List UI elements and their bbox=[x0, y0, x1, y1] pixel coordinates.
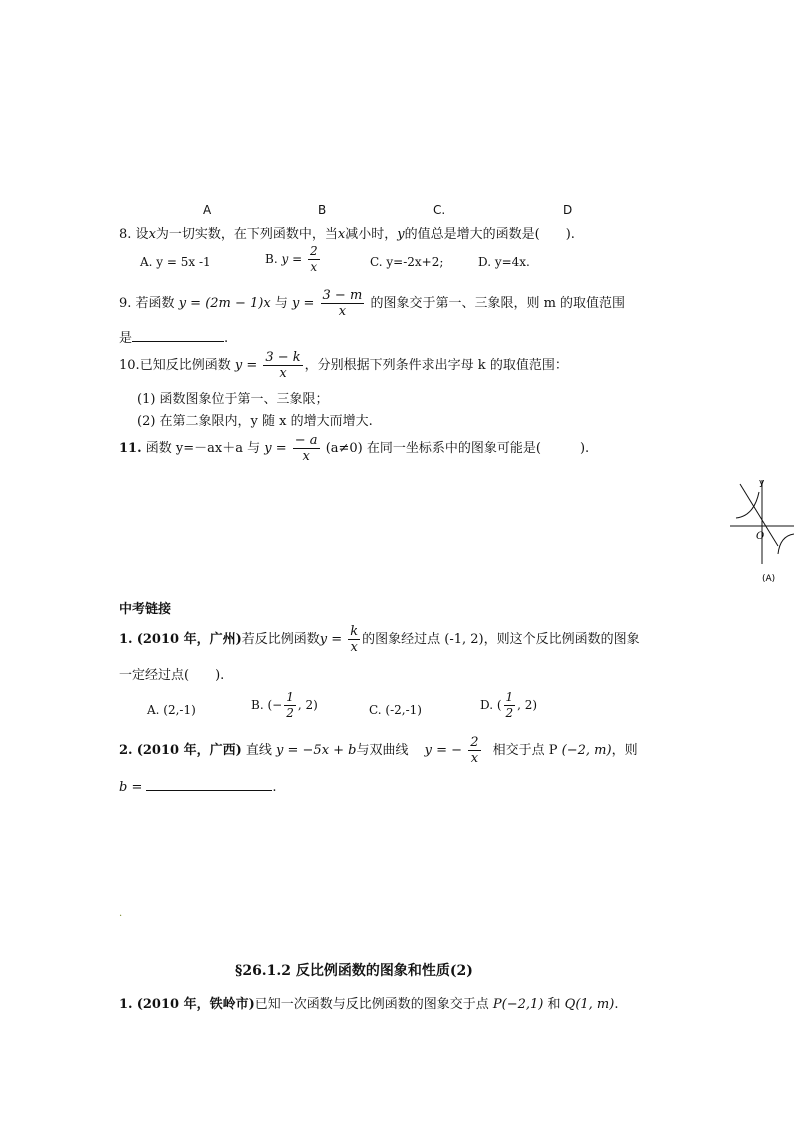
question-number: 10. bbox=[119, 358, 140, 373]
zhongkao-q1-option-a: A. (2,-1) bbox=[147, 703, 196, 717]
q10-sub-1: (1) 函数图象位于第一、三象限； bbox=[137, 392, 329, 407]
zhongkao-q1-line-2: 一定经过点( ). bbox=[119, 668, 225, 683]
question-9: 9. 若函数 y = (2m − 1)x 与 y = $\frac{3 - m}{x}$ 的图象交于第一、三象限，则 m 的取值范围 bbox=[119, 288, 626, 319]
fraction: $\frac{k}{x}$ bbox=[350, 624, 359, 655]
question-number: 11. bbox=[119, 441, 142, 456]
section-title: §26.1.2 反比例函数的图象和性质(2) bbox=[235, 963, 473, 979]
question-11: 11. 函数 y=－ax＋a 与 y = $\frac{- a}{x}$ (a≠0) 在同一坐标系中的图象可能是( ). bbox=[119, 433, 590, 464]
fraction: $\frac{3 - k}{x}$ bbox=[265, 350, 301, 381]
question-10: 10.已知反比例函数 y = $\frac{3 - k}{x}$ ，分别根据下列条件求出字母 k 的取值范围： bbox=[119, 350, 568, 381]
fraction: $\frac{- a}{x}$ bbox=[294, 433, 318, 464]
dot-mark: . bbox=[119, 908, 123, 919]
choice-label-a: A bbox=[203, 203, 212, 217]
zhongkao-q1-option-d: D. ( $\frac{1}{2}$ , 2) bbox=[480, 690, 538, 720]
question-8: 8. 设x为一切实数，在下列函数中，当x减小时，y的值总是增大的函数是( ). bbox=[119, 227, 575, 242]
graph-a bbox=[728, 474, 794, 586]
graph-caption: (A) bbox=[762, 574, 776, 584]
fraction: $\frac{1}{2}$ bbox=[286, 690, 294, 720]
q9-answer-line: 是 . bbox=[119, 331, 229, 346]
section-question-1: 1. (2010 年，铁岭市)已知一次函数与反比例函数的图象交于点 P(−2,1) 和 Q(1, m). bbox=[119, 997, 619, 1012]
y-axis-label: y bbox=[759, 478, 765, 488]
choice-label-b: B bbox=[318, 203, 327, 217]
answer-blank[interactable] bbox=[132, 341, 224, 342]
zhongkao-q2-answer-line: b = . bbox=[119, 780, 277, 795]
hyperbola-branch-right bbox=[778, 534, 794, 554]
zhongkao-q1-option-c: C. (-2,-1) bbox=[369, 703, 422, 717]
section-heading-zhongkao: 中考链接 bbox=[119, 602, 172, 617]
q10-sub-2: (2) 在第二象限内，y 随 x 的增大而增大. bbox=[137, 414, 373, 429]
q8-option-b: B. y = $\frac{2}{x}$ bbox=[265, 244, 318, 274]
zhongkao-q1-option-b: B. (− $\frac{1}{2}$ , 2) bbox=[251, 690, 318, 720]
q8-option-c: C. y=-2x+2; bbox=[370, 255, 444, 269]
origin-label: O bbox=[756, 531, 765, 542]
fraction: $\frac{1}{2}$ bbox=[505, 690, 514, 720]
choice-label-c: C. bbox=[433, 203, 446, 217]
q8-option-a: A. y = 5x -1 bbox=[140, 255, 211, 269]
fraction: $\frac{3 - m}{x}$ bbox=[322, 288, 363, 319]
fraction: $\frac{2}{x}$ bbox=[470, 735, 479, 766]
answer-blank[interactable] bbox=[146, 790, 272, 791]
question-number: 9. bbox=[119, 296, 132, 311]
question-number: 8. bbox=[119, 227, 132, 242]
fraction: $\frac{2}{x}$ bbox=[309, 244, 318, 274]
zhongkao-question-1: 1. (2010 年，广州)若反比例函数y = $\frac{k}{x}$ 的图象经过点 (-1, 2)，则这个反比例函数的图象 bbox=[119, 624, 640, 655]
zhongkao-question-2: 2. (2010 年，广西) 直线 y = −5x + b与双曲线 y = − $\frac{2}{x}$ 相交于点 P (−2, m)，则 bbox=[119, 735, 638, 766]
choice-label-d: D bbox=[563, 203, 573, 217]
q8-option-d: D. y=4x. bbox=[478, 255, 530, 269]
